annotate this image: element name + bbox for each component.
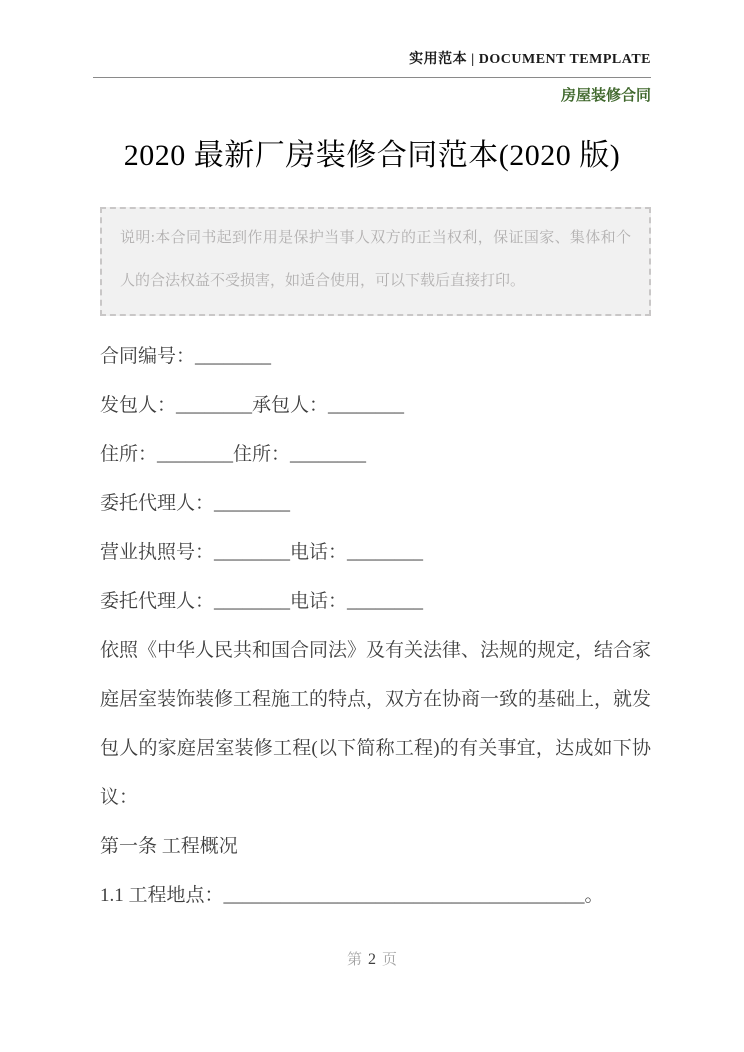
document-category-label: 房屋装修合同 — [560, 88, 651, 104]
contract-preamble: 依照《中华人民共和国合同法》及有关法律、法规的规定，结合家庭居室装饰装修工程施工的特点，双方在协商一致的基础上，就发包人的家庭居室装修工程(以下简称工程)的有关事宜，达成如下协议： — [100, 640, 652, 808]
field-addresses: 住所：________住所：________ — [100, 444, 367, 465]
field-agent: 委托代理人：________ — [100, 493, 291, 514]
brand-header: 实用范本 | DOCUMENT TEMPLATE — [409, 52, 651, 67]
notice-box — [100, 207, 651, 316]
section-heading-article1: 第一条 工程概况 — [100, 836, 238, 857]
contract-body — [100, 332, 651, 920]
clause-project-location: 1.1 工程地点：______________________________________。 — [100, 885, 604, 906]
page-number: 2 — [368, 951, 376, 968]
document-title: 2020 最新厂房装修合同范本(2020 版) — [123, 139, 621, 172]
page-footer — [0, 948, 744, 969]
notice-text: 说明:本合同书起到作用是保护当事人双方的正当权利，保证国家、集体和个人的合法权益不受损害，如适合使用，可以下载后直接打印。 — [120, 230, 631, 289]
field-employer-contractor: 发包人：________承包人：________ — [100, 395, 405, 416]
field-contract-number: 合同编号：________ — [100, 346, 272, 367]
page-footer-prefix: 第 — [346, 952, 362, 968]
header-divider — [93, 77, 651, 78]
field-license-phone: 营业执照号：________电话：________ — [100, 542, 424, 563]
field-agent-phone: 委托代理人：________电话：________ — [100, 591, 424, 612]
page-footer-suffix: 页 — [382, 952, 398, 968]
